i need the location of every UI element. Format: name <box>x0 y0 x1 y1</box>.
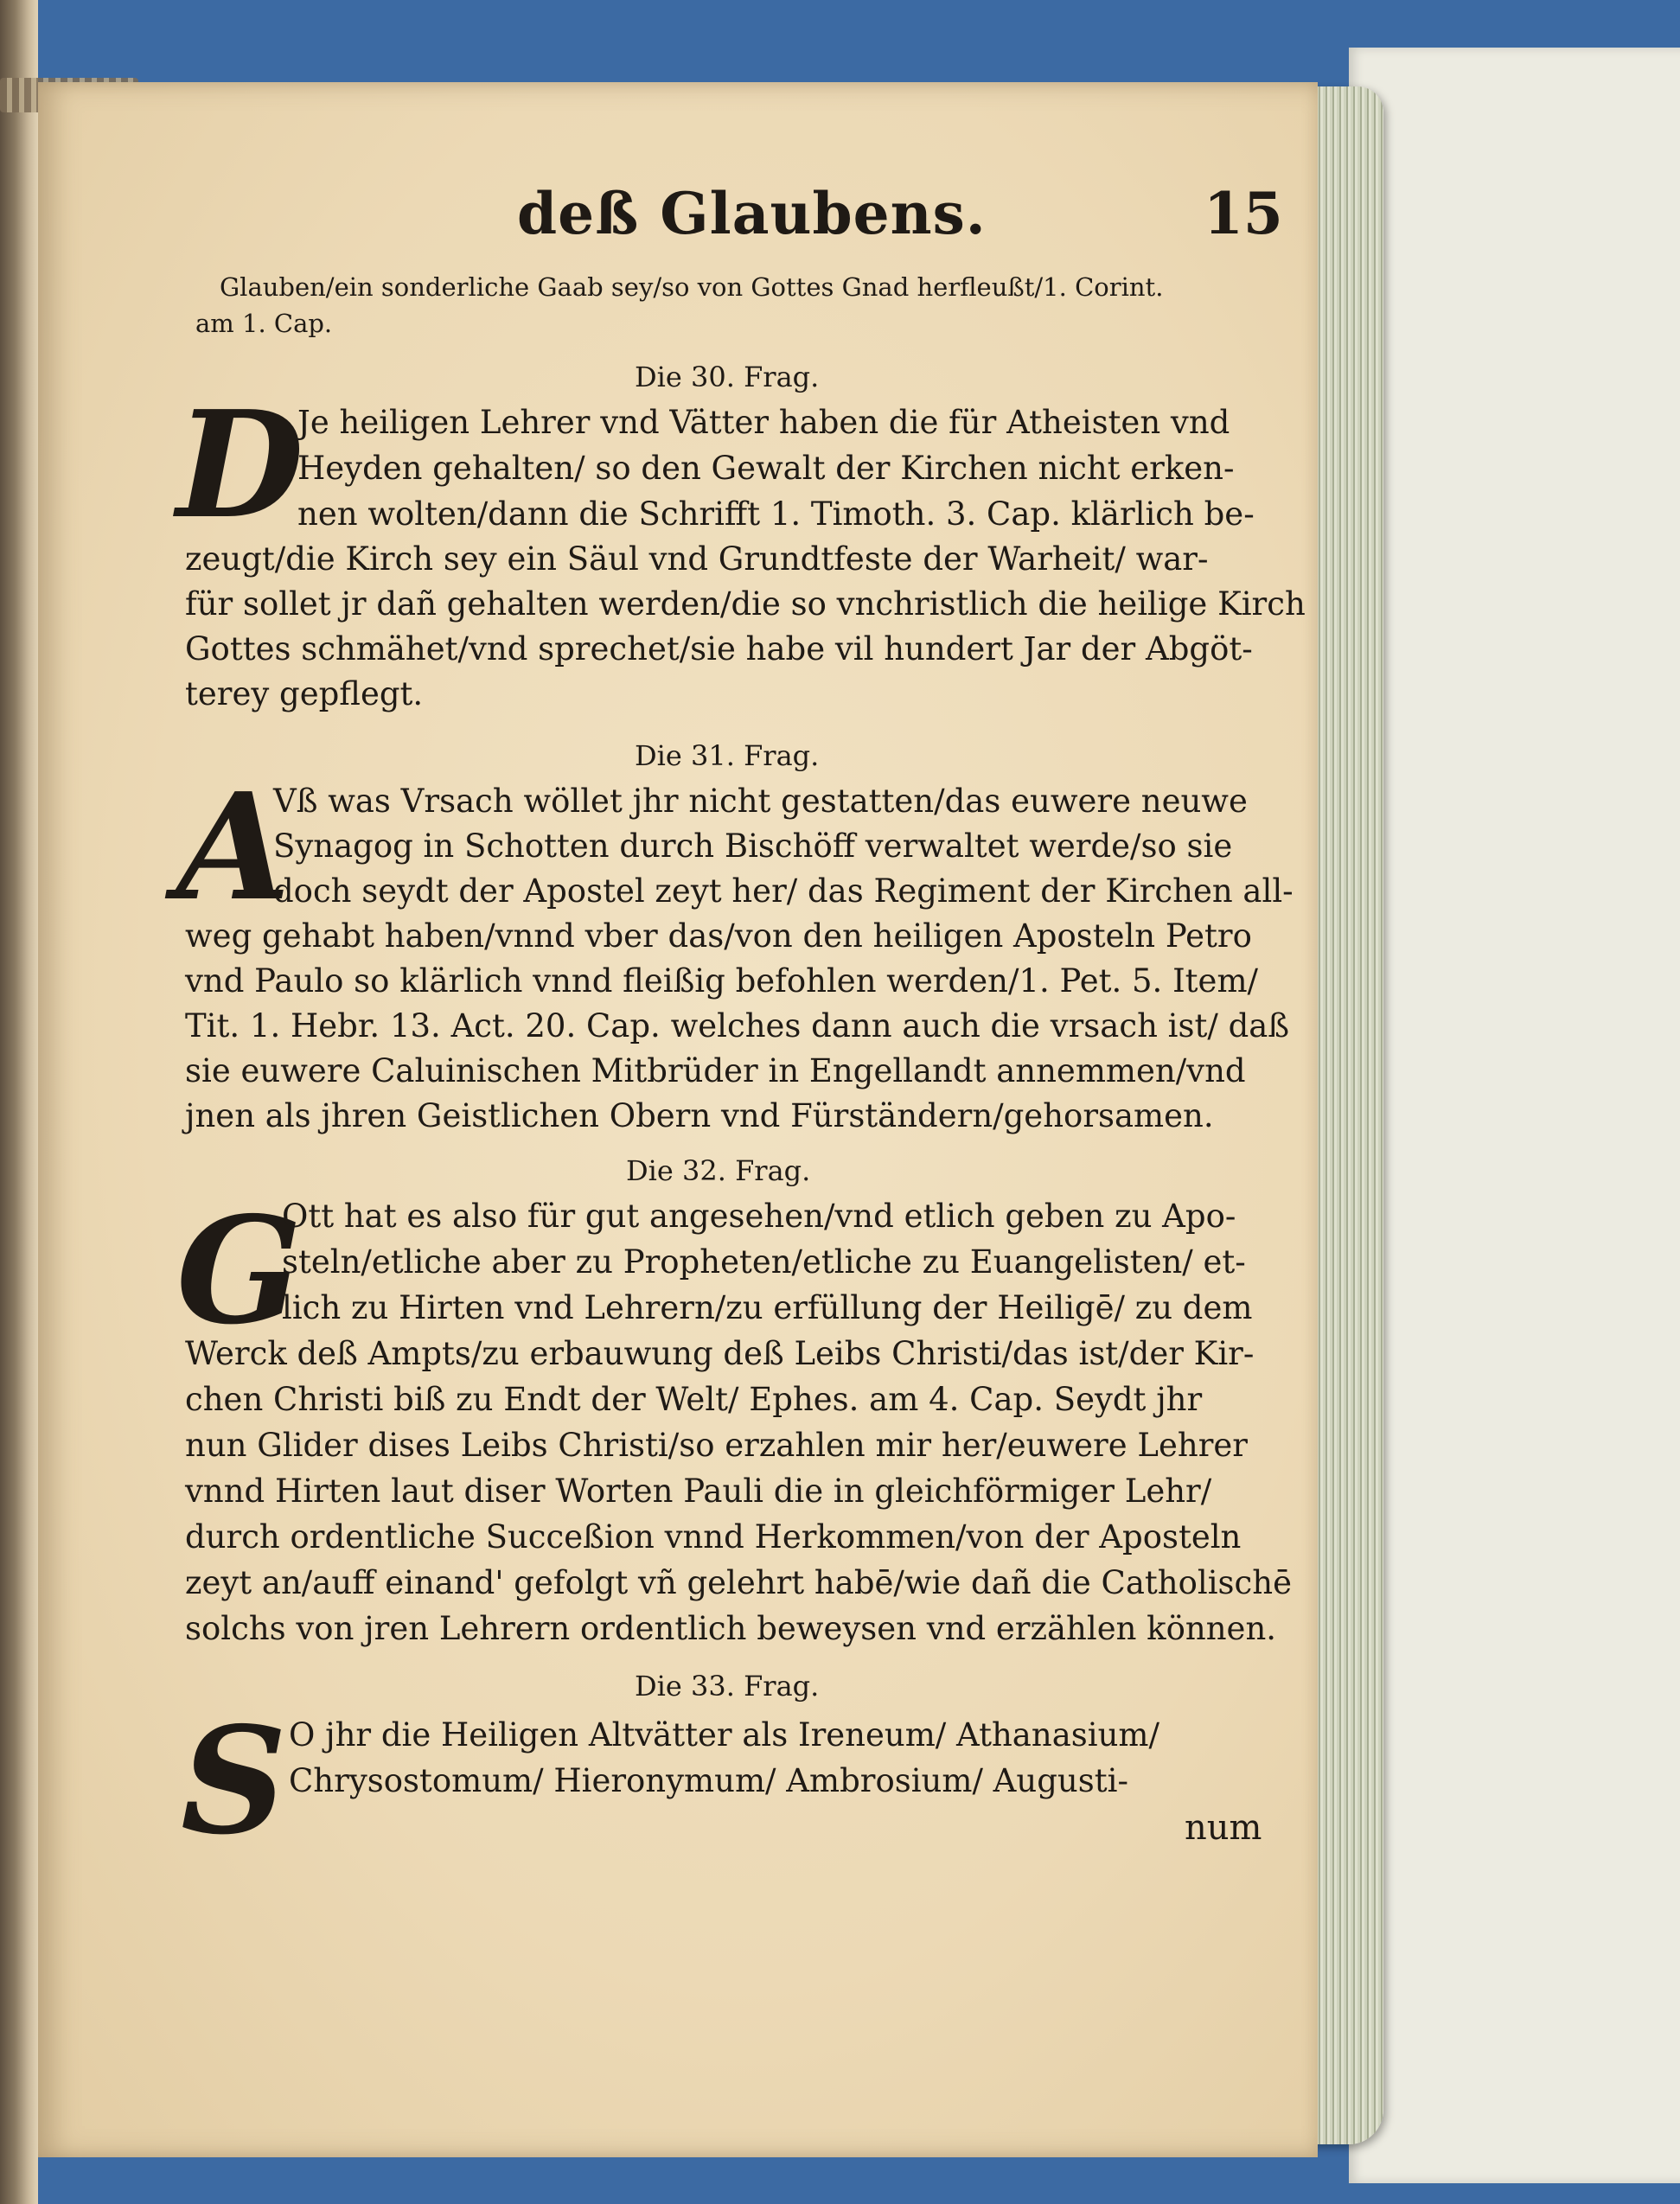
question-heading: Die 30. Frag. <box>635 361 820 393</box>
text-line: weg gehabt haben/vnnd vber das/von den heiligen Aposteln Petro <box>185 917 1252 955</box>
text-line: terey gepflegt. <box>185 675 424 712</box>
question-heading: Die 32. Frag. <box>626 1154 811 1187</box>
text-line: durch ordentliche Succeßion vnnd Herkommen/von der Aposteln <box>185 1518 1242 1556</box>
text-line: zeyt an/auff einand' gefolgt vñ gelehrt habē/wie dañ die Catholischē <box>185 1564 1292 1601</box>
text-line: chen Christi biß zu Endt der Welt/ Ephes. am 4. Cap. Seydt jhr <box>185 1381 1203 1418</box>
question-heading: Die 33. Frag. <box>635 1670 820 1703</box>
book-spine <box>0 0 38 2204</box>
back-cover <box>1349 48 1680 2183</box>
text-line: vnd Paulo so klärlich vnnd fleißig befohlen werden/1. Pet. 5. Item/ <box>185 962 1258 1000</box>
text-line: Je heiligen Lehrer vnd Vätter haben die für Atheisten vnd <box>297 404 1230 441</box>
text-line: solchs von jren Lehrern ordentlich beweysen vnd erzählen können. <box>185 1610 1277 1647</box>
text-line: Chrysostomum/ Hieronymum/ Ambrosium/ Augusti- <box>289 1762 1128 1799</box>
drop-cap-initial: A <box>176 761 291 934</box>
text-line: steln/etliche aber zu Propheten/etliche zu Euangelisten/ et- <box>282 1243 1246 1281</box>
drop-cap-initial: G <box>176 1185 303 1358</box>
text-line: Synagog in Schotten durch Bischöff verwaltet werde/so sie <box>273 827 1233 865</box>
text-line: Vß was Vrsach wöllet jhr nicht gestatten/das euwere neuwe <box>273 783 1248 820</box>
text-line: Heyden gehalten/ so den Gewalt der Kirchen nicht erken- <box>297 450 1235 487</box>
intro-line: Glauben/ein sonderliche Gaab sey/so von Gottes Gnad herfleußt/1. Corint. <box>220 272 1164 302</box>
text-line: nen wolten/dann die Schrifft 1. Timoth. 3. Cap. klärlich be- <box>297 495 1255 533</box>
text-line: lich zu Hirten vnd Lehrern/zu erfüllung der Heiligē/ zu dem <box>282 1289 1253 1326</box>
text-line: O jhr die Heiligen Altvätter als Ireneum/ Athanasium/ <box>289 1716 1159 1754</box>
catchword: num <box>1185 1808 1262 1848</box>
book-page <box>38 82 1318 2157</box>
text-line: nun Glider dises Leibs Christi/so erzahlen mir her/euwere Lehrer <box>185 1427 1248 1464</box>
text-line: vnnd Hirten laut diser Worten Pauli die in gleichförmiger Lehr/ <box>185 1473 1212 1510</box>
intro-line: am 1. Cap. <box>195 309 333 338</box>
text-line: Gottes schmähet/vnd sprechet/sie habe vil hundert Jar der Abgöt- <box>185 630 1253 668</box>
question-heading: Die 31. Frag. <box>635 739 820 772</box>
drop-cap-initial: D <box>176 379 304 552</box>
text-line: Tit. 1. Hebr. 13. Act. 20. Cap. welches dann auch die vrsach ist/ daß <box>185 1007 1290 1045</box>
text-line: zeugt/die Kirch sey ein Säul vnd Grundtfeste der Warheit/ war- <box>185 540 1209 578</box>
page-number: 15 <box>1204 180 1283 247</box>
text-line: sie euwere Caluinischen Mitbrüder in Engellandt annemmen/vnd <box>185 1052 1246 1089</box>
text-line: jnen als jhren Geistlichen Obern vnd Fürständern/gehorsamen. <box>185 1097 1214 1134</box>
drop-cap-initial: S <box>181 1695 287 1868</box>
text-line: doch seydt der Apostel zeyt her/ das Regiment der Kirchen all- <box>273 872 1294 910</box>
text-line: Werck deß Ampts/zu erbauwung deß Leibs Christi/das ist/der Kir- <box>185 1335 1255 1372</box>
running-title: deß Glaubens. <box>517 180 987 247</box>
text-line: für sollet jr dañ gehalten werden/die so vnchristlich die heilige Kirch <box>185 585 1306 623</box>
text-line: Ott hat es also für gut angesehen/vnd etlich geben zu Apo- <box>282 1198 1236 1235</box>
